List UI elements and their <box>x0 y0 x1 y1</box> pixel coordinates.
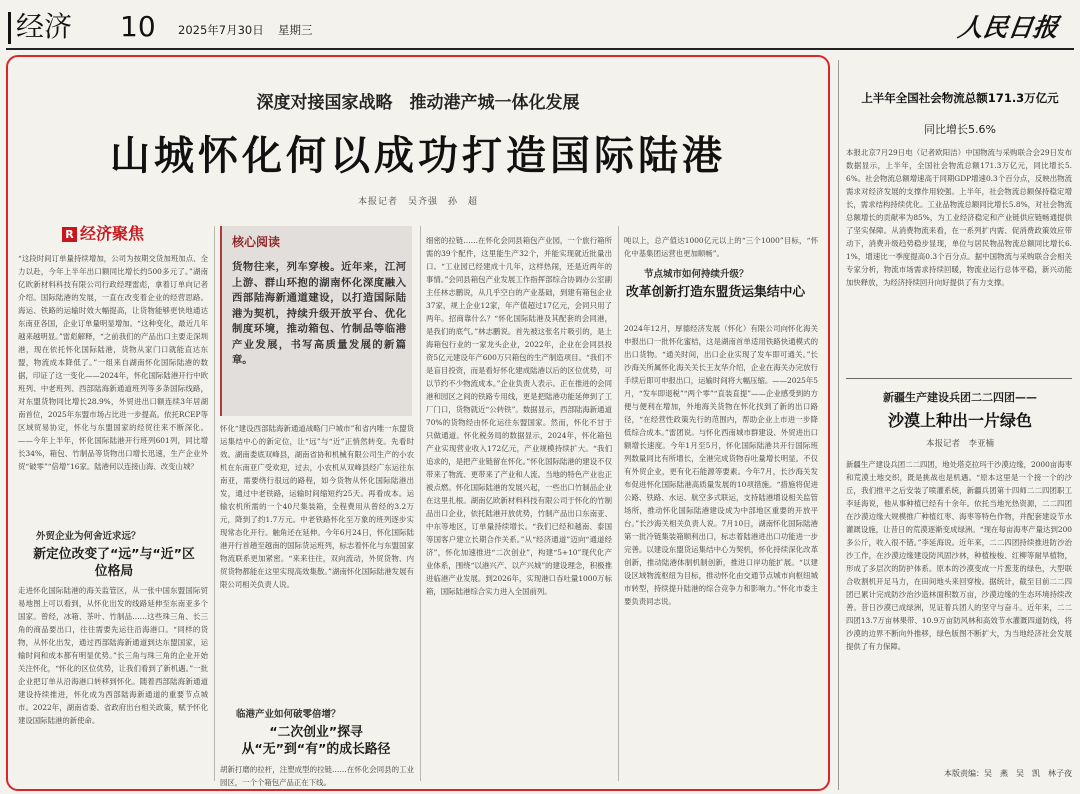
side-separator <box>846 378 1072 379</box>
issue-date: 2025年7月30日 <box>178 23 264 37</box>
article-paragraph: 2024年12月，厚德经济发展（怀化）有限公司向怀化海关申报出口一批怀化蜜桔，这是湖南首单适用铁路快通模式的出口货物。“通关时间，出口企业实现了发车即可通关。”长沙海关所属怀化海关关长王友华介绍，企业在海关办完放行手续后即可申报出口，运输时间将大幅压缩。——2025年5月，“发车即退税”“两个零”“直装直提”——企业感受到的方便与便利在增加，外地海关货物在怀化找到了新的出口路径，“在经营性政策先行的范围内，帮助企业上市进一步降低综合成本。”雷团说。与怀化西南城市群建设、外贸进出口额增长速度。今年1月至5月，怀化国际陆港共开行国际班列数量同比有所增长，全港完成货物吞吐量增长明显。不仅有外贸企业，更有化石能源等要素。今年7月，长沙海关发布促进怀化国际陆港高质量发展的10项措施。“措施将促进公路、铁路、水运、航空多式联运，支持陆港增设相关监管场所，推动怀化国际陆港建设成为中部地区重要的开放平台。”长沙海关相关负责人说。7月10日，湖南怀化国际陆港第一批冷链集装箱顺利出口，标志着陆港进出口功能进一步完善。以建设东盟货运集结中心为契机，怀化持续深化改革创新，推动陆港体制机制创新，推进口岸功能扩展。“以建设区域物流枢纽为目标，推动怀化由交通节点城市向枢纽城市转型，持续提升陆港的综合竞争力和影响力。”怀化市委主要负责同志说。 <box>624 324 818 606</box>
side-divider <box>838 60 839 790</box>
side1-headline: 上半年全国社会物流总额171.3万亿元 <box>861 91 1059 105</box>
section-name: 经济 <box>16 10 73 43</box>
column-label-text: 经济聚焦 <box>80 224 145 243</box>
article-paragraph: 怀化“建设西部陆海新通道战略门户城市”和省内唯一东盟货运集结中心的新定位，让“远”与“近”正悄然转变。先看时效。湖南娄底双峰县，湖南省协和机械有限公司生产的小农机在东南亚广受欢迎，过去，小农机从双峰县经广东运往东南亚，需要绕行很远的路程，如今货物从怀化国际陆港出发，通过中老铁路，运输时间缩短约25天。再看成本。运输农机所需的一个40尺集装箱，全程费用从曾经的3.2万元，降到了约1.7万元。中老铁路怀化至万象的班列逐步实现常态化开行。触角还在延伸。今年6月24日，怀化国际陆港开行首趟至越南的国际货运班列，标志着怀化与东盟国家物流联系更加紧密。“来来往往，双向流动，外贸货物、内贸货物都能在这里实现高效集散。”湖南怀化国际陆港发展有限公司相关负责人说。 <box>220 424 414 589</box>
side2-byline: 本报记者 李亚楠 <box>925 439 994 449</box>
side2-headline: 沙漠上种出一片绿色 <box>887 411 1032 430</box>
core-read-box <box>220 226 412 416</box>
column-label <box>62 224 144 244</box>
column-divider <box>618 226 619 781</box>
core-read-text: 货物往来，列车穿梭。近年来，江河上游、群山环抱的湖南怀化深度融入西部陆海新通道建设，以打造国际陆港为契机，持续升级开放平台、优化制度环境，推动箱包、竹制品等临港产业发展，书写高质量发展的新篇章。 <box>232 261 406 366</box>
column-label-icon: R <box>62 227 77 242</box>
section1-title: 新定位改变了“远”与“近”区位格局 <box>33 547 195 579</box>
article-paragraph: 细密的拉链……在怀化会同县箱包产业园，一个旅行箱所需的39个配件，这里能生产32个，并能实现就近批量出口。“工业园已经建成十几年，这样热闹，还是近两年的事情。”会同县箱包产业发展工作指挥部综合协调办公室副主任林志鹏说，从几乎空白的产业基础，到建有箱包企业37家，规上企业12家，年产值超过17亿元，会同只用了两年。招商靠什么？“怀化国际陆港及其配套的会同港，是我们的底气。”林志鹏说。首先被这张名片吸引的，是上海箱包行业的一家龙头企业，2022年，企业在会同县投资5亿元建设年产600万只箱包的生产制造项目。“我们不是盲目投资，而是看好怀化建成陆港以后的区位优势，可以节约不少物流成本。”企业负责人表示。正在推进的会同港和园区之间的铁路专用线，更是把陆港功能延伸到了工厂门口，货物就近“公转铁”。数据显示，西部陆海新通道70%的货物经由怀化运往东盟国家。然而，怀化不甘于只做通道。怀化税务局的数据显示，2024年，怀化箱包产业实现营业收入172亿元，产业规模持续扩大。“我们追求的，是把产业链留在怀化。”怀化国际陆港的建设不仅带来了物流、更带来了产业和人流。当地的特色产业也正被点燃。怀化国际陆港的发展兴起，一些出口竹制品企业在这里扎根。湖南亿欧新材料科技有限公司于怀化的竹制品出口企业，依托陆港开放优势，竹制产品出口东南亚、中东等地区，订单量持续增长。“我们已经和越南、泰国等国客户建立长期合作关系。”从“经济通道”迈向“通道经济”，怀化加速推进“二次创业”，构建“5+10”现代化产业体系，围绕“以港兴产、以产兴城”的建设理念，积极推进临港产业发展。到2026年，实现港口吞吐量1000万标箱，国际陆港综合实力进入全国前列。 <box>426 236 612 596</box>
section2-title: “二次创业”探寻从“无”到“有”的成长路径 <box>241 725 391 757</box>
article-headline: 山城怀化何以成功打造国际陆港 <box>110 133 726 179</box>
side2-kicker: 新疆生产建设兵团二二四团—— <box>883 391 1037 404</box>
column-divider <box>420 226 421 781</box>
article-paragraph: 胡新打磨的拉杆，注塑成型的拉链……在怀化会同县的工业园区，一个个箱包产品正在下线。 <box>220 765 414 787</box>
section1-question: 外贸企业为何舍近求远？ <box>36 531 141 542</box>
masthead-logo: 人民日报 <box>956 13 1061 42</box>
article-byline: 本报记者 吴齐强 孙 超 <box>357 197 478 207</box>
page-number: 10 <box>120 10 156 43</box>
article-kicker: 深度对接国家战略 推动港产城一体化发展 <box>256 93 580 113</box>
page-editors: 本版责编：吴 燕 吴 凯 林子夜 <box>944 769 1072 778</box>
section3-title: 改革创新打造东盟货运集结中心 <box>626 285 806 300</box>
article-paragraph: 吨以上，总产值达1000亿元以上的“三个1000”目标，“怀化中基集团运营也更加顺畅”。 <box>624 236 818 258</box>
section-left-bar <box>8 12 11 44</box>
section3-question: 节点城市如何持续升级？ <box>644 269 749 280</box>
side1-subhead: 同比增长5.6% <box>924 123 996 136</box>
core-read-title: 核心阅读 <box>232 235 281 249</box>
article-paragraph: “这段时间订单量持续增加，公司为按期交货加班加点、全力以赴，今年上半年出口额同比增长约500多元了。”湖南亿欧新材料科技有限公司行政经理雷彪，拿着订单向记者介绍。国际陆港的发展，一直在改变着企业的经营思路。海运、铁路的运输时效大幅提高，让货物能够更快地通达东南亚各国，企业订单量明显增加。“这种变化，最近几年越来越明显。”雷彪解释，“之前我们的产品出口主要走深圳港，现在依托怀化国际陆港，货物从家门口就能直达东盟，物流成本降低了。”一组来自湖南怀化国际陆港的数据，印证了这一变化——2024年，怀化国际陆港开行中欧班列、中老班列、西部陆海新通道班列等多条国际线路，对东盟货物同比增长28.9%，外贸进出口额连续3年居湖南首位，2025年东盟市场占比进一步提高。依托RCEP等区域贸易协定，怀化与东盟国家的经贸往来不断深化。——今年上半年，怀化国际陆港开行班列601列，同比增长34%，箱包、竹制品等货物出口增长迅速，生产企业外贸“破零”“倍增”16家。陆港何以连接山海、改变山城？ <box>18 254 208 471</box>
section2-question: 临港产业如何破零倍增？ <box>236 709 341 720</box>
article-paragraph: 走进怀化国际陆港的海关监管区，从一张中国东盟国际贸易地图上可以看到，从怀化出发的线路延伸至东南亚多个国家。曾经，冰箱、茶叶、竹制品……这些珠三角、长三角的商品要出口，往往需要先运往沿海港口。“同样的货物，从怀化出发，通过西部陆海新通道到达东盟国家，运输时间和成本都有明显优势。”长三角与珠三角的企业开始关注怀化，“怀化的区位优势，让我们看到了新机遇。”一批企业把订单从沿海港口转移到怀化。随着西部陆海新通道建设持续推进，怀化成为西部陆海新通道的重要节点城市。2022年，湖南省委、省政府出台相关政策，赋予怀化建设国际陆港的新使命。 <box>18 586 208 725</box>
header-rule <box>6 48 1074 50</box>
side1-text: 本报北京7月29日电（记者欧阳洁）中国物流与采购联合会29日发布数据显示，上半年，全国社会物流总额171.3万亿元，同比增长5.6%。社会物流总额增速高于同期GDP增速0.3个百分点，反映出物流需求对经济发展的支撑作用较强。上半年，社会物流总额保持稳定增长，需求结构持续优化。工业品物流总额同比增长5.8%，对社会物流总额增长的贡献率为85%，为工业经济稳定和产业链供应链畅通提供了坚实保障。从消费物流来看，在一系列扩内需、促消费政策效应带动下，消费升级趋势稳步显现，单位与居民物品物流总额同比增长6.1%，增速比一季度提高0.3个百分点。据中国物流与采购联合会相关专家分析，物流市场需求持续回暖，物流业运行总体平稳，新兴动能加快释放，为经济持续回升向好提供了有力支撑。 <box>846 148 1072 287</box>
page-header <box>0 0 1080 50</box>
issue-weekday: 星期三 <box>278 23 313 37</box>
column-divider <box>214 226 215 781</box>
side2-text: 新疆生产建设兵团二二四团，地处塔克拉玛干沙漠边缘，2000亩海枣和荒漠土地交织，既是挑战也是机遇。“原本这里是一个接一个的沙丘，我们推平之后安装了喷灌系统，新疆兵团第十四师二二四团职工李延海说，他从事种植已经有十余年。依托当地光热资源，二二四团在沙漠边缘大规模推广种植红枣、海枣等特色作物，并配套建设节水灌溉设施，让昔日的荒漠逐渐变成绿洲。“现在每亩海枣产量达到200多公斤，收入很不错。”李延海说。近年来，二二四团持续推进防沙治沙工作，在沙漠边缘建设防风固沙林，种植梭梭、红柳等耐旱植物，形成了多层次的防护体系。原本的沙漠变成一片葱茏的绿色，大型联合收割机开足马力，在田间地头来回穿梭。据统计，截至目前二二四团已累计完成防沙治沙造林面积数万亩，沙漠边缘的生态环境持续改善。昔日沙漠已成绿洲，见证着兵团人的坚守与奋斗。近年来，二二四团13.7万亩林果带、10.9万亩防风林和高效节水灌溉四道防线，将沙漠的边界不断向外推移，绿色版图不断扩大，为当地经济社会发展提供了有力保障。 <box>846 460 1072 651</box>
